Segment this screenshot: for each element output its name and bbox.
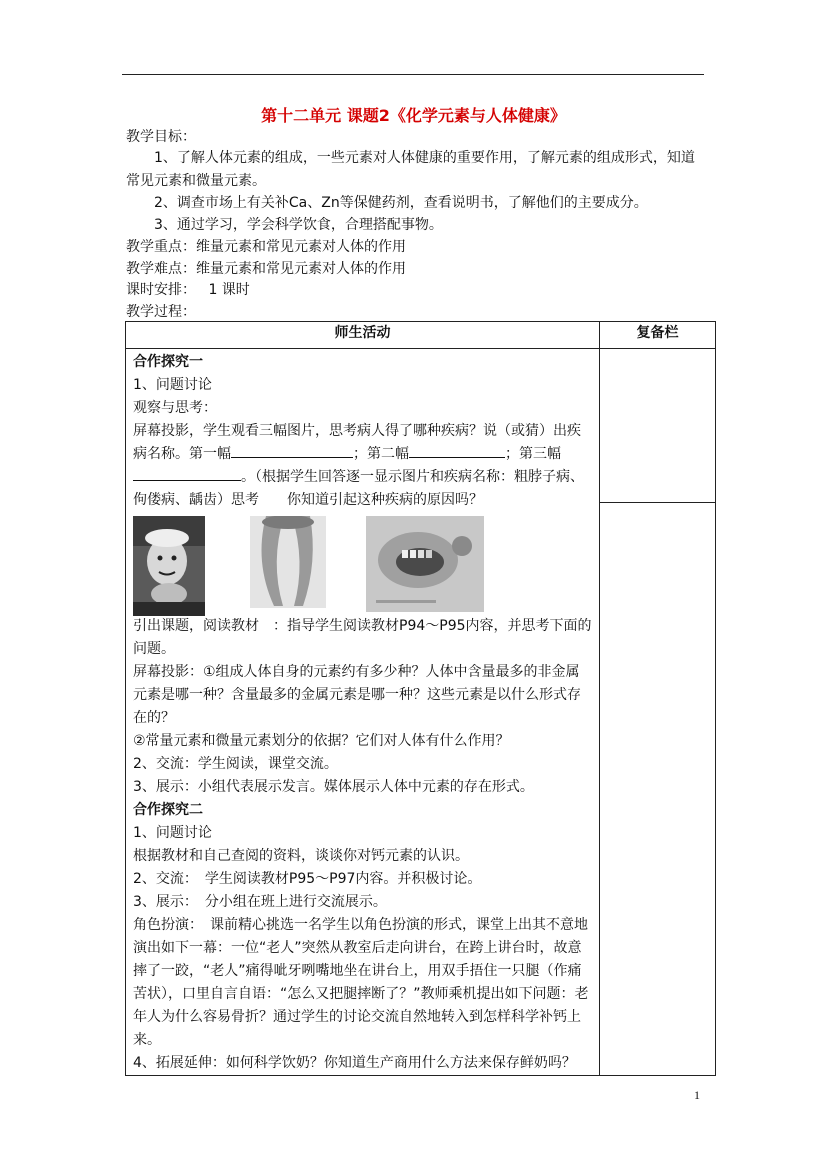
- goiter-photo-icon: [133, 516, 205, 616]
- section1-discussion: 1、问题讨论: [133, 377, 212, 393]
- notes-box-top: [600, 349, 715, 503]
- section1-question1: 屏幕投影：①组成人体自身的元素约有多少种？人体中含量最多的非金属元素是哪一种？含量最多的金属元素是哪一种？这些元素是以什么形式存在的？: [133, 664, 581, 726]
- objective-3: 3、通过学习，学会科学饮食，合理搭配事物。: [154, 217, 443, 233]
- objective-1: 1、了解人体元素的组成，一些元素对人体健康的重要作用，了解元素的组成形式，知道常见元素和微量元素。: [126, 150, 695, 189]
- section1-observe: 观察与思考：: [133, 400, 217, 416]
- section1-heading: 合作探究一: [133, 354, 203, 370]
- rickets-legs-photo-icon: [250, 516, 326, 608]
- screen-text-c: ；第三幅: [505, 446, 561, 462]
- page-number: 1: [694, 1088, 700, 1102]
- answer-blank-3[interactable]: [133, 466, 241, 481]
- section2-discussion-text: 根据教材和自己查阅的资料，谈谈你对钙元素的认识。: [133, 848, 469, 864]
- key-point: 教学重点：维量元素和常见元素对人体的作用: [126, 239, 406, 255]
- section2-discussion: 1、问题讨论: [133, 825, 212, 841]
- difficulty: 教学难点：维量元素和常见元素对人体的作用: [126, 261, 406, 277]
- notes-cell: [600, 349, 716, 1076]
- section1-screen-text: [133, 420, 593, 512]
- page-title: 第十二单元 课题2《化学元素与人体健康》: [261, 106, 566, 125]
- col-activities-header: 师生活动: [126, 322, 600, 349]
- section1-question2: ②常量元素和微量元素划分的依据？它们对人体有什么作用？: [133, 733, 510, 749]
- schedule-label: 课时安排：: [126, 282, 196, 298]
- header-rule: [122, 74, 704, 75]
- process-label: 教学过程：: [126, 304, 196, 320]
- table-body-row: [126, 349, 716, 1076]
- lesson-table: [125, 321, 716, 1076]
- answer-blank-2[interactable]: [409, 443, 505, 458]
- section1-show: 3、展示：小组代表展示发言。媒体展示人体中元素的存在形式。: [133, 779, 534, 795]
- section2-extension: 4、拓展延伸：如何科学饮奶？你知道生产商用什么方法来保存鲜奶吗？: [133, 1055, 576, 1071]
- dental-caries-photo-icon: [366, 516, 484, 612]
- table-header-row: [126, 322, 716, 349]
- section1-lead-in: 引出课题，阅读教材 ：指导学生阅读教材P94～P95内容，并思考下面的问题。: [133, 618, 592, 657]
- col-notes-header: 复备栏: [600, 322, 716, 349]
- section2-exchange: 2、交流： 学生阅读教材P95～P97内容。并积极讨论。: [133, 871, 482, 887]
- schedule: [126, 279, 250, 299]
- screen-text-b: ；第二幅: [353, 446, 409, 462]
- activities-cell: [126, 349, 600, 1076]
- answer-blank-1[interactable]: [231, 443, 353, 458]
- disease-photos: [133, 512, 593, 615]
- section1-exchange: 2、交流：学生阅读，课堂交流。: [133, 756, 338, 772]
- section2-show: 3、展示： 分小组在班上进行交流展示。: [133, 894, 387, 910]
- screen-text-d: 。（根据学生回答逐一显示图片和疾病名称：粗脖子病、佝偻病、龋齿）思考 你知道引起这种疾病的原因吗？: [133, 469, 584, 508]
- section2-heading: 合作探究二: [133, 802, 203, 818]
- screen-text-a: 屏幕投影，学生观看三幅图片，思考病人得了哪种疾病？说（或猜）出疾病名称。第一幅: [133, 423, 581, 462]
- objectives-label: 教学目标：: [126, 129, 196, 145]
- schedule-value: 1 课时: [208, 282, 250, 298]
- objective-2: 2、调查市场上有关补Ca、Zn等保健药剂，查看说明书，了解他们的主要成分。: [154, 195, 648, 211]
- section2-roleplay: 角色扮演： 课前精心挑选一名学生以角色扮演的形式，课堂上出其不意地演出如下一幕：一位“老人”突然从教室后走向讲台，在跨上讲台时，故意摔了一跤，“老人”痛得呲牙咧嘴地坐在讲台上，用双手捂住一只腿（作痛苦状），口里自言自语：“怎么又把腿摔断了？”教师乘机提出如下问题：老年人为什么容易骨折？通过学生的讨论交流自然地转入到怎样科学补钙上来。: [133, 917, 589, 1048]
